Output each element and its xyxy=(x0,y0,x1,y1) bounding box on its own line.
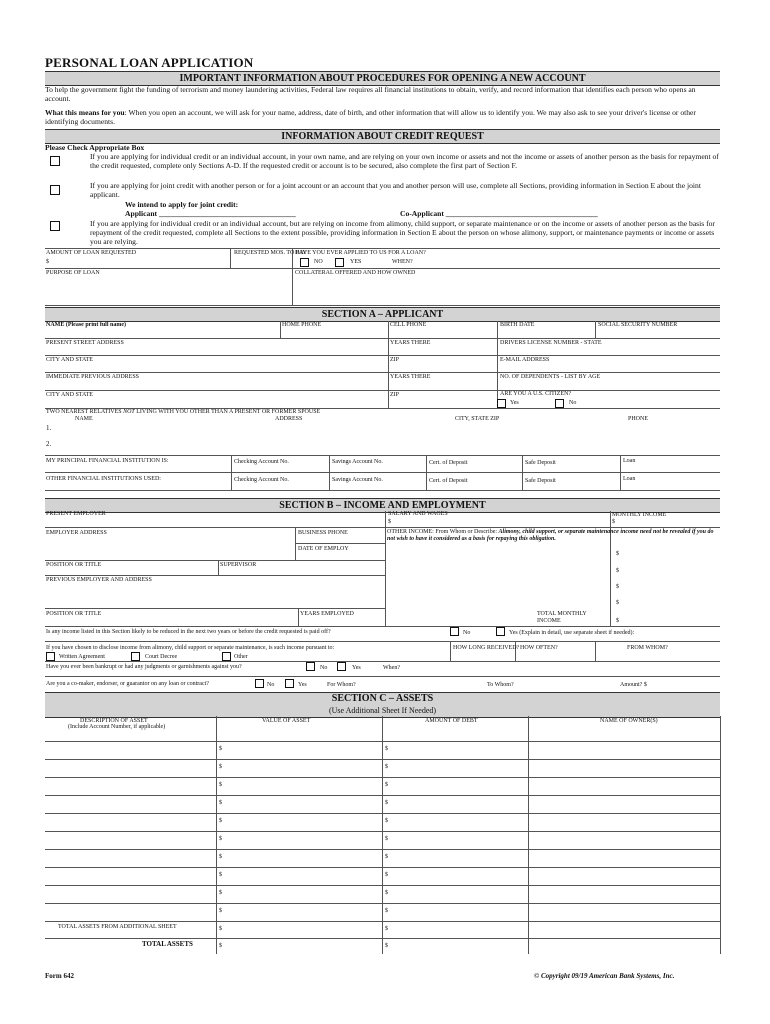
asset-dollar: $ xyxy=(385,872,388,878)
total-dollar: $ xyxy=(616,618,619,624)
relatives-pre: TWO NEAREST RELATIVES xyxy=(46,409,124,415)
name-label-text: NAME (Please print full name) xyxy=(46,322,126,328)
street-address-label: PRESENT STREET ADDRESS xyxy=(46,340,124,346)
amount-label: Amount? $ xyxy=(620,682,647,688)
previous-employer-label: PREVIOUS EMPLOYER AND ADDRESS xyxy=(46,577,152,583)
asset-row-line xyxy=(45,938,720,939)
applied-before-label: HAVE YOU EVER APPLIED TO US FOR A LOAN? xyxy=(295,250,426,256)
citizen-yes-label: Yes xyxy=(510,400,519,406)
asset-dollar: $ xyxy=(385,854,388,860)
asset-row-line xyxy=(45,903,720,904)
for-whom-label: For Whom? xyxy=(327,682,356,688)
bankrupt-yes-checkbox[interactable] xyxy=(337,662,346,671)
position-2-label: POSITION OR TITLE xyxy=(46,611,102,617)
reduced-yes-label: Yes (Explain in detail, use separate sheet if needed): xyxy=(509,630,635,636)
city-state-label: CITY AND STATE xyxy=(46,357,93,363)
loan-2-label: Loan xyxy=(623,476,636,482)
bankrupt-no-label: No xyxy=(320,665,328,671)
asset-dollar: $ xyxy=(385,890,388,896)
asset-dollar: $ xyxy=(219,764,222,770)
years-there-label: YEARS THERE xyxy=(390,340,431,346)
applied-no-checkbox[interactable] xyxy=(300,258,309,267)
asset-row-line xyxy=(45,777,720,778)
relatives-label xyxy=(46,409,320,416)
citizen-no-checkbox[interactable] xyxy=(555,399,564,408)
relatives-address-col: ADDRESS xyxy=(275,416,303,422)
intro-paragraph-1: To help the government fight the funding of terrorism and money laundering activities, Federal law requires all financial institutions to obtain, verify, and record information that identifies each person who opens an account. xyxy=(45,85,696,103)
years-employed-label: YEARS EMPLOYED xyxy=(300,611,354,617)
safe-2-label: Safe Deposit xyxy=(525,478,556,484)
asset-dollar: $ xyxy=(219,890,222,896)
applied-no-label: NO xyxy=(314,259,323,265)
date-employ-label: DATE OF EMPLOY xyxy=(298,546,349,552)
comaker-yes-checkbox[interactable] xyxy=(285,679,294,688)
monthly-income-label: MONTHLY INCOME xyxy=(612,512,667,518)
relative-1: 1. xyxy=(46,424,52,432)
bankrupt-when-label: When? xyxy=(383,665,400,671)
asset-dollar: $ xyxy=(219,926,222,932)
option-individual: If you are applying for individual credit or an individual account, in your own name, and are relying on your own income or assets and not the income or assets of another person as the basis for repayment of the credit requested, complete only Sections A-D. If the requested credit or account is to be secured, also complete the first part of Section F. xyxy=(90,152,719,170)
amount-dollar: $ xyxy=(46,259,49,265)
applicant-signature-line[interactable]: Applicant ____________________________________ xyxy=(125,209,296,218)
asset-row-line xyxy=(45,741,720,742)
birth-date-label: BIRTH DATE xyxy=(500,322,535,328)
email-label: E-MAIL ADDRESS xyxy=(500,357,550,363)
bankrupt-yes-label: Yes xyxy=(352,665,361,671)
section-c-subtitle: (Use Additional Sheet If Needed) xyxy=(328,706,437,715)
option-relying: If you are applying for individual credit or an individual account, but are relying on income from alimony, child support, or separate maintenance or on the income or assets of another person as the basis for repayment of the credit requested, complete all Sections to the extent possible, providing information in Section E about the person on whose alimony, support, or maintenance payments or income or assets you are relying. xyxy=(90,219,715,246)
owners-col: NAME OF OWNER(S) xyxy=(600,718,658,724)
intro-bold: What this means for you xyxy=(45,108,125,117)
checking-2-label: Checking Account No. xyxy=(234,477,289,483)
present-employer-label: PRESENT EMPLOYER xyxy=(46,511,106,517)
asset-row-line xyxy=(45,795,720,796)
other-dollar-1: $ xyxy=(616,551,619,557)
relatives-not: NOT xyxy=(123,409,135,415)
disclose-question: If you have chosen to disclose income from alimony, child support or separate maintenance, is such income pursuant to: xyxy=(46,645,335,651)
total-assets-label: TOTAL ASSETS xyxy=(142,940,193,948)
option-joint: If you are applying for joint credit with another person or for a joint account or an account that you and another person will use, complete all Sections, providing information in Section E about the joint applicant. xyxy=(90,181,701,199)
home-phone-label: HOME PHONE xyxy=(282,322,322,328)
asset-row-line xyxy=(45,921,720,922)
other-label: Other xyxy=(234,654,248,660)
other-income-label xyxy=(387,529,722,543)
intro-text: : When you open an account, we will ask for your name, address, date of birth, and other information that will allow us to identify you. We may also ask to see your driver's license or other identifying documents. xyxy=(45,108,696,126)
joint-credit-checkbox[interactable] xyxy=(50,185,60,195)
asset-dollar: $ xyxy=(219,908,222,914)
principal-institution-label: MY PRINCIPAL FINANCIAL INSTITUTION IS: xyxy=(46,458,169,464)
total-monthly-label: TOTAL MONTHLY xyxy=(537,611,587,617)
section-b-heading: SECTION B – INCOME AND EMPLOYMENT xyxy=(45,498,720,513)
cert-label: Cert. of Deposit xyxy=(429,460,468,466)
asset-dollar: $ xyxy=(385,818,388,824)
to-whom-label: To Whom? xyxy=(487,682,514,688)
other-institutions-label: OTHER FINANCIAL INSTITUTIONS USED: xyxy=(46,476,161,482)
relatives-post: LIVING WITH YOU OTHER THAN A PRESENT OR FORMER SPOUSE xyxy=(134,409,321,415)
debt-col: AMOUNT OF DEBT xyxy=(425,718,478,724)
years-there-2-label: YEARS THERE xyxy=(390,374,431,380)
business-phone-label: BUSINESS PHONE xyxy=(298,530,348,536)
asset-dollar: $ xyxy=(385,800,388,806)
cert-2-label: Cert. of Deposit xyxy=(429,478,468,484)
months-to-pay-label: REQUESTED MOS. TO PAY xyxy=(234,250,307,256)
applied-yes-checkbox[interactable] xyxy=(335,258,344,267)
form-number: Form 642 xyxy=(45,972,74,980)
individual-credit-checkbox[interactable] xyxy=(50,156,60,166)
purpose-label: PURPOSE OF LOAN xyxy=(46,270,100,276)
name-label xyxy=(46,322,126,329)
asset-row-line xyxy=(45,885,720,886)
relatives-phone-col: PHONE xyxy=(628,416,649,422)
written-agreement-checkbox[interactable] xyxy=(46,652,55,661)
asset-row-line xyxy=(45,849,720,850)
other-checkbox[interactable] xyxy=(222,652,231,661)
description-sub-col: (Include Account Number, if applicable) xyxy=(68,724,166,730)
checking-label: Checking Account No. xyxy=(234,459,289,465)
other-income-note: Alimony, child support, or separate maintenance income need not be revealed if you do not wish to have it considered as a basis for repaying this obligation. xyxy=(387,529,714,542)
asset-row-line xyxy=(45,831,720,832)
loan-label: Loan xyxy=(623,458,636,464)
check-box-heading: Please Check Appropriate Box xyxy=(45,143,145,152)
value-col: VALUE OF ASSET xyxy=(262,718,311,724)
previous-address-label: IMMEDIATE PREVIOUS ADDRESS xyxy=(46,374,140,380)
other-income-pre: OTHER INCOME: From Whom or Describe: xyxy=(387,529,499,535)
comaker-yes-label: Yes xyxy=(298,682,307,688)
intro-paragraph-2 xyxy=(45,108,720,126)
reduced-no-label: No xyxy=(463,630,471,636)
city-state-2-label: CITY AND STATE xyxy=(46,392,93,398)
dependents-label: NO. OF DEPENDENTS - LIST BY AGE xyxy=(500,374,601,380)
coapplicant-signature-line[interactable]: Co-Applicant ________________________________________ xyxy=(400,209,598,218)
asset-dollar: $ xyxy=(385,943,388,949)
citizen-label: ARE YOU A U.S. CITIZEN? xyxy=(500,391,572,397)
zip-2-label: ZIP xyxy=(390,392,399,398)
asset-dollar: $ xyxy=(385,782,388,788)
asset-dollar: $ xyxy=(385,926,388,932)
asset-dollar: $ xyxy=(385,746,388,752)
written-agreement-label: Written Agreement xyxy=(59,654,105,660)
important-info-heading: IMPORTANT INFORMATION ABOUT PROCEDURES FOR OPENING A NEW ACCOUNT xyxy=(45,71,720,86)
relatives-city-col: CITY, STATE ZIP xyxy=(455,416,500,422)
monthly-dollar: $ xyxy=(612,519,615,525)
section-a-heading: SECTION A – APPLICANT xyxy=(45,307,720,322)
asset-row-line xyxy=(45,813,720,814)
page-title: PERSONAL LOAN APPLICATION xyxy=(45,55,254,70)
relying-income-checkbox[interactable] xyxy=(50,221,60,231)
ssn-label: SOCIAL SECURITY NUMBER xyxy=(598,322,678,328)
safe-label: Safe Deposit xyxy=(525,460,556,466)
income-label: INCOME xyxy=(537,618,561,624)
asset-dollar: $ xyxy=(219,854,222,860)
comaker-no-checkbox[interactable] xyxy=(255,679,264,688)
other-dollar-3: $ xyxy=(616,584,619,590)
applied-when-label: WHEN? xyxy=(392,259,413,265)
credit-request-heading: INFORMATION ABOUT CREDIT REQUEST xyxy=(45,129,720,144)
section-c-title: SECTION C – ASSETS xyxy=(331,693,434,704)
asset-dollar: $ xyxy=(219,782,222,788)
zip-label: ZIP xyxy=(390,357,399,363)
collateral-label: COLLATERAL OFFERED AND HOW OWNED xyxy=(295,270,416,276)
how-often-label: HOW OFTEN? xyxy=(520,645,558,651)
asset-row-line xyxy=(45,867,720,868)
supervisor-label: SUPERVISOR xyxy=(220,562,257,568)
bankrupt-question: Have you ever been bankrupt or had any judgments or garnishments against you? xyxy=(46,664,242,670)
asset-dollar: $ xyxy=(219,872,222,878)
asset-row-line xyxy=(45,759,720,760)
citizen-no-label: No xyxy=(569,400,577,406)
comaker-no-label: No xyxy=(267,682,275,688)
citizen-yes-checkbox[interactable] xyxy=(497,399,506,408)
asset-dollar: $ xyxy=(385,764,388,770)
savings-label: Savings Account No. xyxy=(332,459,383,465)
drivers-license-label: DRIVERS LICENSE NUMBER - STATE xyxy=(500,340,602,346)
asset-dollar: $ xyxy=(219,943,222,949)
court-decree-label: Court Decree xyxy=(145,654,178,660)
relative-2: 2. xyxy=(46,440,52,448)
asset-dollar: $ xyxy=(219,746,222,752)
from-whom-label: FROM WHOM? xyxy=(627,645,668,651)
salary-dollar: $ xyxy=(388,519,391,525)
section-c-heading xyxy=(45,692,720,718)
asset-dollar: $ xyxy=(385,836,388,842)
asset-dollar: $ xyxy=(385,908,388,914)
reduced-no-checkbox[interactable] xyxy=(450,627,459,636)
other-dollar-4: $ xyxy=(616,600,619,606)
amount-requested-label: AMOUNT OF LOAN REQUESTED xyxy=(46,250,137,256)
income-reduced-question: Is any income listed in this Section likely to be reduced in the next two years or before the credit requested is paid off? xyxy=(46,629,331,635)
applied-yes-label: YES xyxy=(350,259,362,265)
salary-label: SALARY AND WAGES xyxy=(388,511,448,517)
court-decree-checkbox[interactable] xyxy=(131,652,140,661)
relatives-name-col: NAME xyxy=(75,416,93,422)
cell-phone-label: CELL PHONE xyxy=(390,322,427,328)
asset-dollar: $ xyxy=(219,800,222,806)
total-additional-label: TOTAL ASSETS FROM ADDITIONAL SHEET xyxy=(58,924,177,930)
comaker-question: Are you a co-maker, endorser, or guarantor on any loan or contract? xyxy=(46,681,209,687)
employer-address-label: EMPLOYER ADDRESS xyxy=(46,530,107,536)
how-long-label: HOW LONG RECEIVED? xyxy=(453,645,520,651)
copyright: © Copyright 09/19 American Bank Systems, Inc. xyxy=(534,972,675,980)
asset-dollar: $ xyxy=(219,836,222,842)
position-label: POSITION OR TITLE xyxy=(46,562,102,568)
asset-dollar: $ xyxy=(219,818,222,824)
description-col: DESCRIPTION OF ASSET xyxy=(80,718,148,724)
reduced-yes-checkbox[interactable] xyxy=(496,627,505,636)
joint-intent: We intend to apply for joint credit: xyxy=(125,200,239,209)
other-dollar-2: $ xyxy=(616,568,619,574)
bankrupt-no-checkbox[interactable] xyxy=(306,662,315,671)
savings-2-label: Savings Account No. xyxy=(332,477,383,483)
